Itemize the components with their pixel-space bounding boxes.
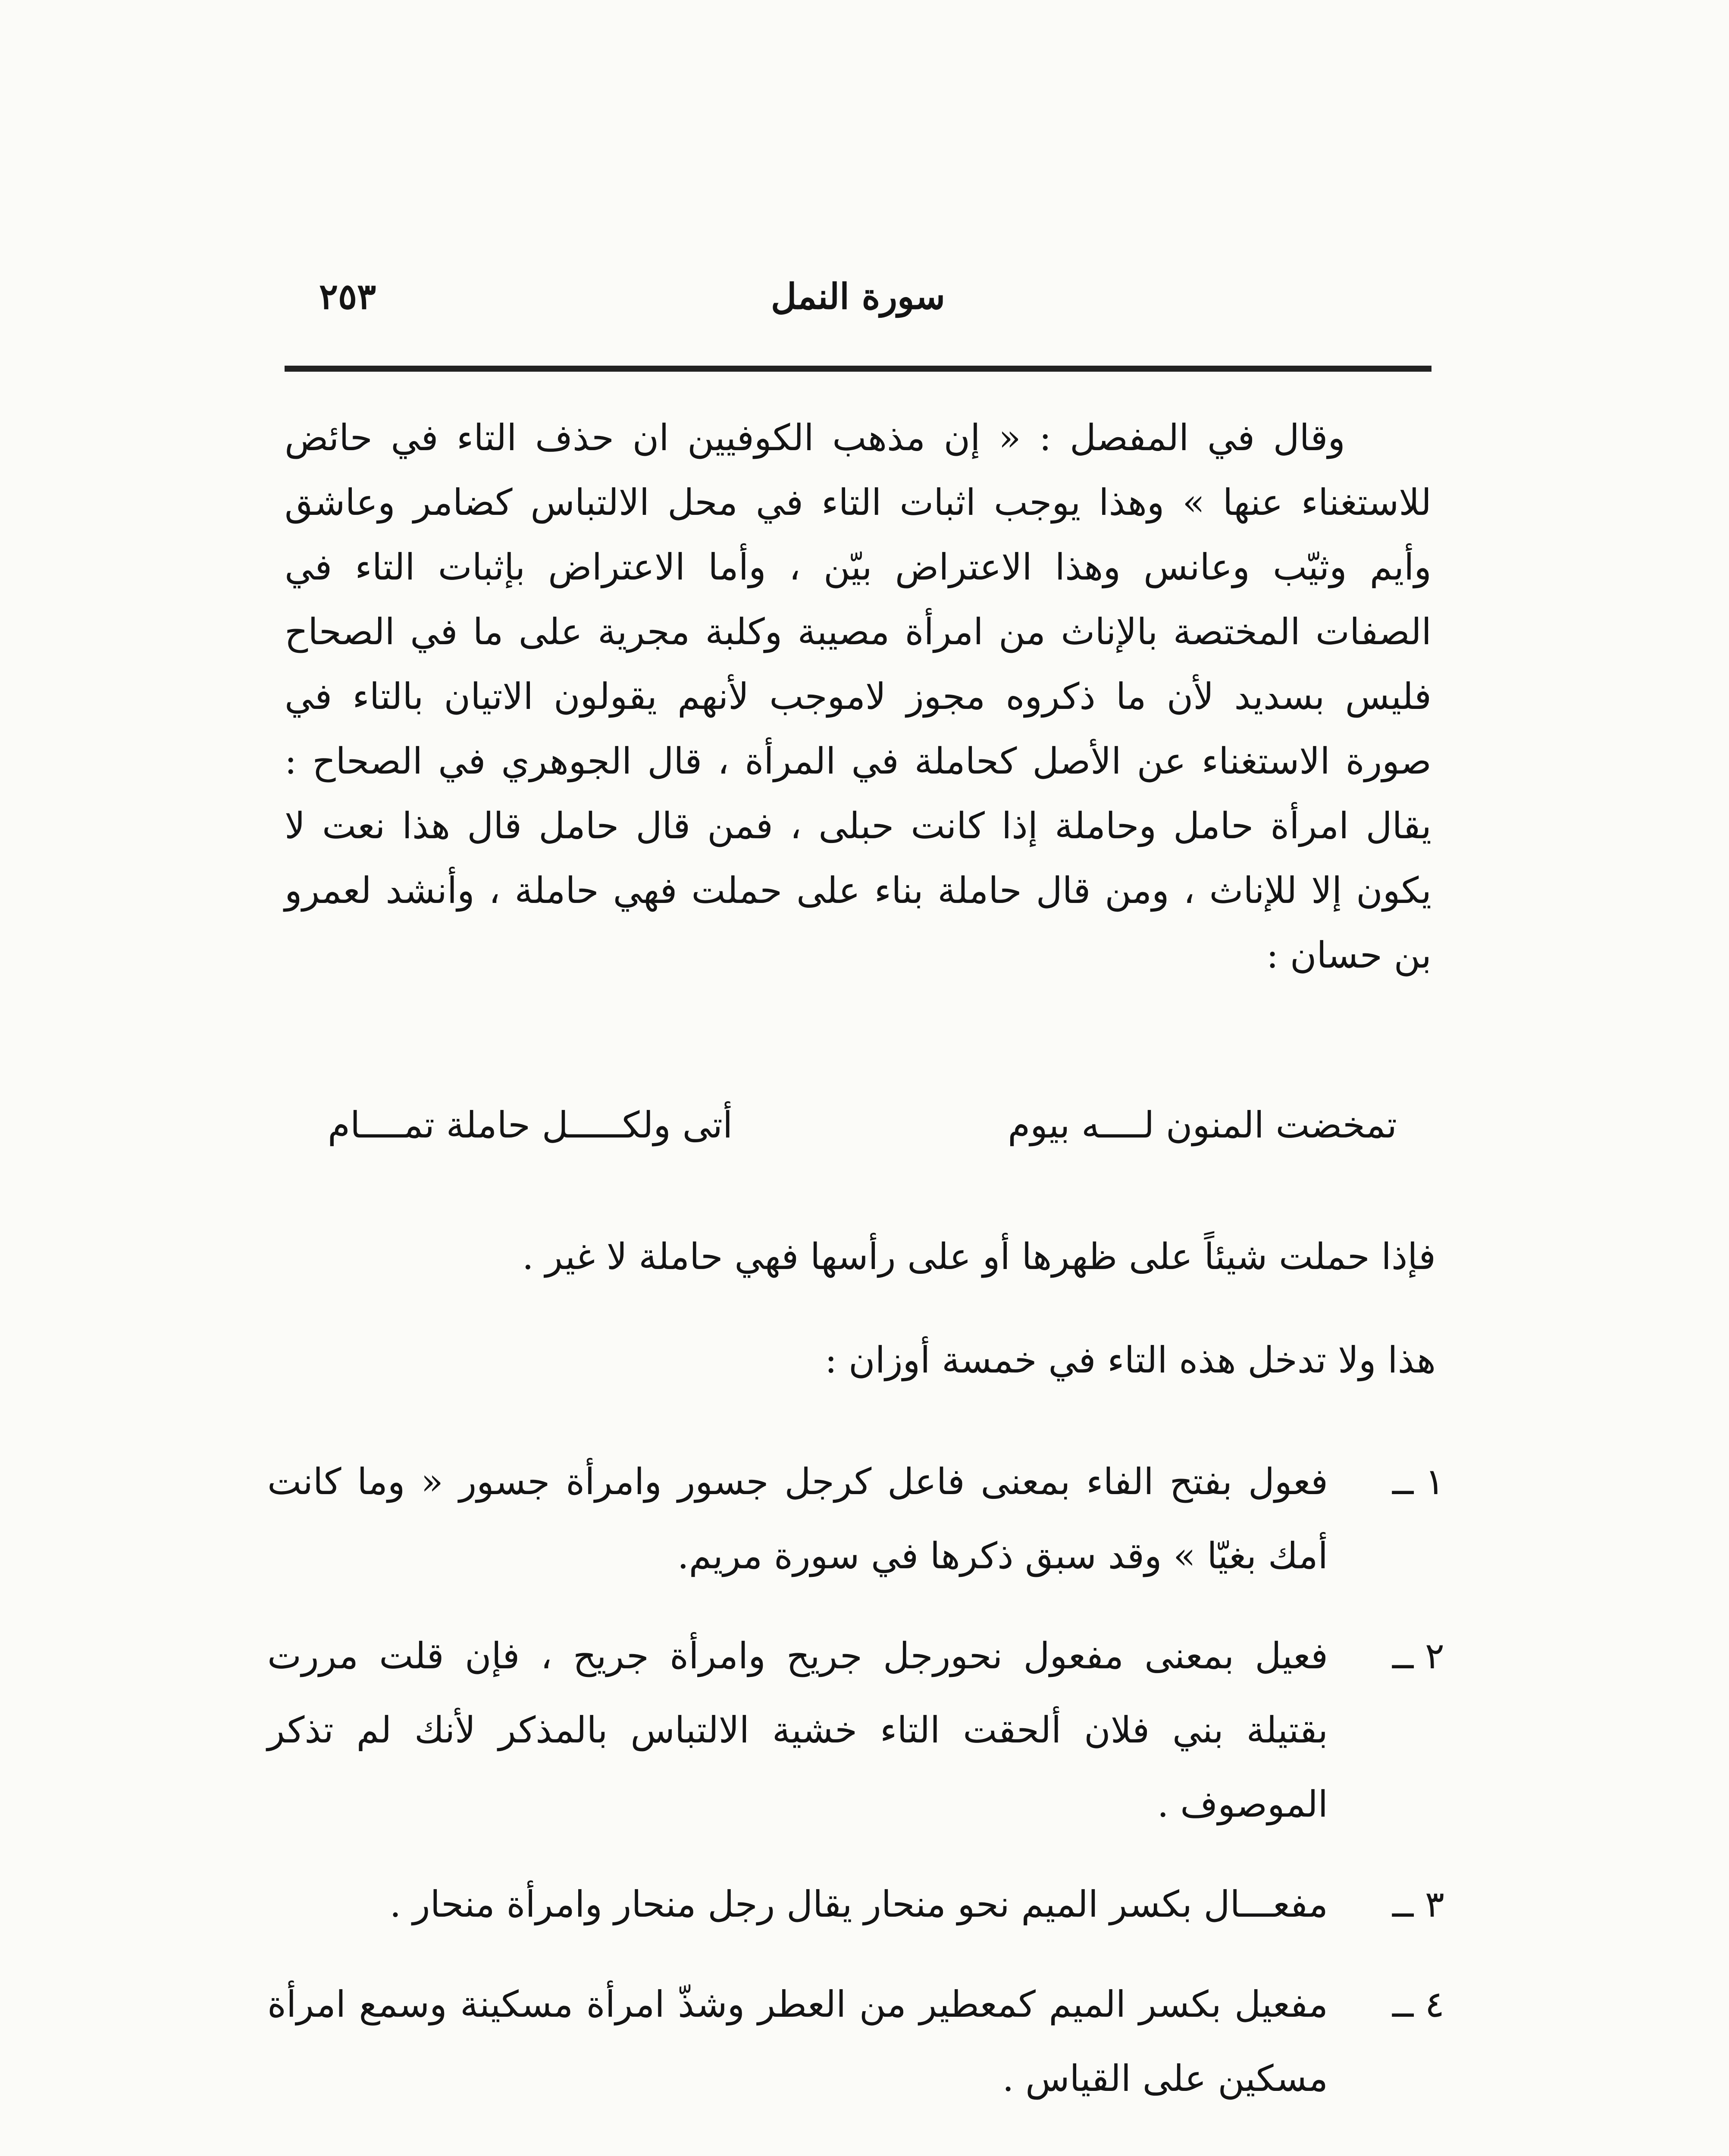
list-item-number: ٢ ــ: [1392, 1635, 1444, 1677]
verse-hemistich-1: تمخضت المنون لــــه بيوم: [1008, 1104, 1397, 1146]
text-line-1: فإذا حملت شيئاً على ظهرها أو على رأسها فهي حاملة لا غير .: [522, 1235, 1436, 1278]
numbered-list: [267, 1445, 1444, 2141]
chapter-title: سورة النمل: [771, 276, 946, 317]
poetry-verse: [328, 1104, 1397, 1173]
text-line-2: هذا ولا تدخل هذه التاء في خمسة أوزان :: [824, 1339, 1436, 1381]
page-header: [280, 276, 1436, 336]
list-item-text: فعيل بمعنى مفعول نحورجل جريح وامرأة جريح ، فإن قلت مررت بقتيلة بني فلان ألحقت التاء خشية الالتباس بالمذكر لأنك لم تذكر الموصوف .: [267, 1635, 1328, 1825]
list-item-number: ١ ــ: [1392, 1460, 1444, 1503]
page-number: ٢٥٣: [319, 276, 376, 317]
list-item: [267, 1445, 1444, 1593]
list-item: [267, 1619, 1444, 1841]
list-item-number: ٤ ــ: [1392, 1983, 1444, 2025]
list-item: [267, 1867, 1444, 1941]
verse-hemistich-2: أتى ولكـــــل حاملة تمــــام: [328, 1104, 733, 1146]
list-item-number: ٣ ــ: [1392, 1883, 1444, 1925]
header-rule: [285, 366, 1431, 372]
list-item-text: فعول بفتح الفاء بمعنى فاعل كرجل جسور وامرأة جسور « وما كانت أمك بغيّا » وقد سبق ذكرها في سورة مريم.: [267, 1460, 1328, 1577]
list-item-text: مفعـــال بكسر الميم نحو منحار يقال رجل منحار وامرأة منحار .: [389, 1883, 1328, 1925]
paragraph-text: وقال في المفصل : « إن مذهب الكوفيين ان حذف التاء في حائض للاستغناء عنها » وهذا يوجب اثبات التاء في محل الالتباس كضامر وعاشق وأيم وثيّب وعانس وهذا الاعتراض بيّن ، وأما الاعتراض بإثبات التاء في الصفات المختصة بالإناث من امرأة مصيبة وكلبة مجرية على ما في الصحاح فليس بسديد لأن ما ذكروه مجوز لاموجب لأنهم يقولون الاتيان بالتاء في صورة الاستغناء عن الأصل كحاملة في المرأة ، قال الجوهري في الصحاح : يقال امرأة حامل وحاملة إذا كانت حبلى ، فمن قال حامل قال هذا نعت لا يكون إلا للإناث ، ومن قال حاملة بناء على حملت فهي حاملة ، وأنشد لعمرو بن حسان :: [285, 417, 1431, 976]
list-item-text: مفعيل بكسر الميم كمعطير من العطر وشذّ امرأة مسكينة وسمع امرأة مسكين على القياس .: [267, 1983, 1328, 2100]
paragraph-1: [285, 405, 1431, 987]
list-item: [267, 1967, 1444, 2115]
